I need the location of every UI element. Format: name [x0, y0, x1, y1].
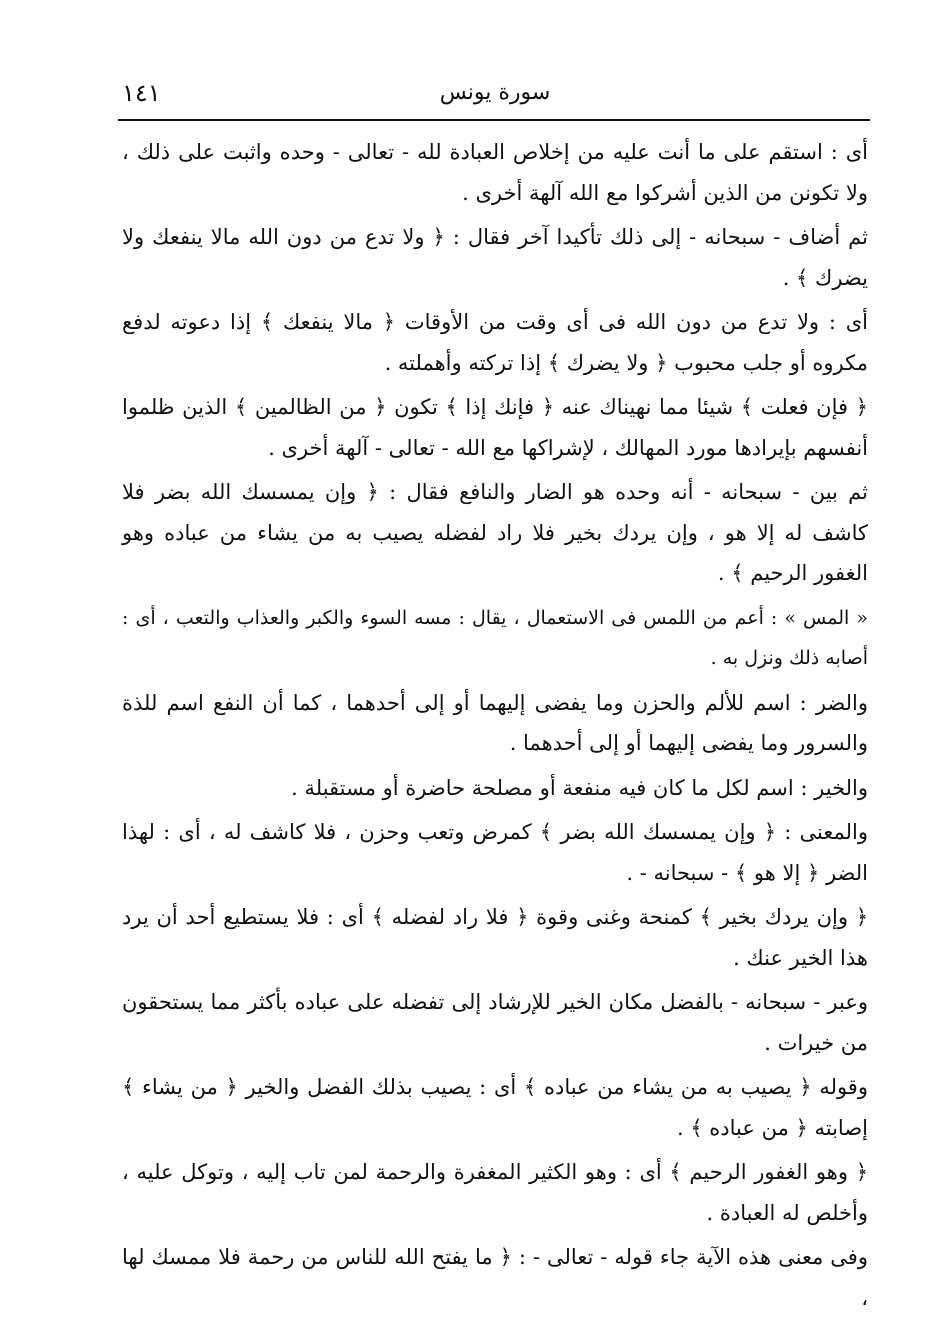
paragraph: « المس » : أعم من اللمس فى الاستعمال ، يقال : مسه السوء والكبر والعذاب والتعب ، أى : أصابه ذلك ونزل به . — [122, 606, 868, 669]
paragraph: وقوله ﴿ يصيب به من يشاء من عباده ﴾ أى : يصيب بذلك الفضل والخير ﴿ من يشاء ﴾ إصابته ﴿ من عباده ﴾ . — [122, 1075, 868, 1140]
paragraph: ﴿ وإن يردك بخير ﴾ كمنحة وغنى وقوة ﴿ فلا راد لفضله ﴾ أى : فلا يستطيع أحد أن يرد هذا الخير عنك . — [122, 905, 868, 970]
paragraph: والمعنى : ﴿ وإن يمسسك الله بضر ﴾ كمرض وتعب وحزن ، فلا كاشف له ، أى : لهذا الضر ﴿ إلا هو ﴾ - سبحانه - . — [122, 820, 868, 885]
paragraph: ثم أضاف - سبحانه - إلى ذلك تأكيدا آخر فقال : ﴿ ولا تدع من دون الله مالا ينفعك ولا يضرك ﴾ . — [122, 225, 868, 290]
paragraph: ثم بين - سبحانه - أنه وحده هو الضار والنافع فقال : ﴿ وإن يمسسك الله بضر فلا كاشف له إلا هو ، وإن يردك بخير فلا راد لفضله يصيب به من يشاء من عباده وهو الغفور الرحيم ﴾ . — [122, 480, 868, 585]
running-title: سورة يونس — [439, 80, 551, 105]
paragraph: والخير : اسم لكل ما كان فيه منفعة أو مصلحة حاضرة أو مستقبلة . — [291, 775, 868, 800]
page-header — [122, 78, 868, 114]
paragraph: والضر : اسم للألم والحزن وما يفضى إليهما أو إلى أحدهما ، كما أن النفع اسم للذة والسرور وما يفضى إليهما أو إلى أحدهما . — [122, 690, 868, 755]
header-rule — [118, 119, 870, 121]
page-number: ١٤١ — [122, 79, 161, 107]
paragraph: أى : ولا تدع من دون الله فى أى وقت من الأوقات ﴿ مالا ينفعك ﴾ إذا دعوته لدفع مكروه أو جلب محبوب ﴿ ولا يضرك ﴾ إذا تركته وأهملته . — [122, 310, 868, 375]
paragraph: وفى معنى هذه الآية جاء قوله - تعالى - : ﴿ ما يفتح الله للناس من رحمة فلا ممسك لها ، — [122, 1245, 868, 1310]
paragraph: ﴿ فإن فعلت ﴾ شيئا مما نهيناك عنه ﴿ فإنك إذا ﴾ تكون ﴿ من الظالمين ﴾ الذين ظلموا أنفسهم بإيرادها مورد المهالك ، لإشراكها مع الله - تعالى - آلهة أخرى . — [122, 395, 868, 460]
body-text — [122, 132, 869, 1310]
paragraph: وعبر - سبحانه - بالفضل مكان الخير للإرشاد إلى تفضله على عباده بأكثر مما يستحقون من خيرات . — [122, 990, 868, 1055]
paragraph: ﴿ وهو الغفور الرحيم ﴾ أى : وهو الكثير المغفرة والرحمة لمن تاب إليه ، وتوكل عليه ، وأخلص له العبادة . — [122, 1160, 868, 1225]
paragraph: أى : استقم على ما أنت عليه من إخلاص العبادة لله - تعالى - وحده واثبت على ذلك ، ولا تكونن من الذين أشركوا مع الله آلهة أخرى . — [122, 140, 869, 205]
